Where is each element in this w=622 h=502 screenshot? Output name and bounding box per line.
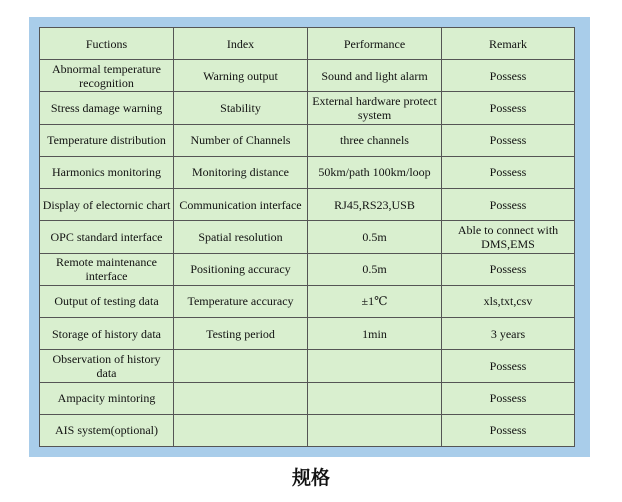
cell-remark: Possess: [442, 350, 575, 382]
spec-table: [39, 27, 575, 447]
cell-remark: Possess: [442, 414, 575, 446]
cell-performance: ±1℃: [308, 285, 442, 317]
caption-title: 规格: [291, 467, 330, 489]
cell-function: OPC standard interface: [40, 221, 174, 253]
cell-performance: External hardware protect system: [308, 92, 442, 124]
cell-remark: Possess: [442, 156, 575, 188]
table-row: [40, 221, 575, 253]
cell-index: Monitoring distance: [174, 156, 308, 188]
spec-table-frame: [29, 17, 590, 457]
table-row: [40, 414, 575, 446]
cell-performance: [308, 382, 442, 414]
cell-index: [174, 414, 308, 446]
cell-remark: xls,txt,csv: [442, 285, 575, 317]
table-row: [40, 382, 575, 414]
cell-function: Stress damage warning: [40, 92, 174, 124]
cell-function: Storage of history data: [40, 318, 174, 350]
cell-performance: 0.5m: [308, 221, 442, 253]
header-performance: Performance: [308, 28, 442, 60]
table-row: [40, 92, 575, 124]
cell-index: [174, 350, 308, 382]
table-header-row: [40, 28, 575, 60]
cell-index: [174, 382, 308, 414]
cell-function: Temperature distribution: [40, 124, 174, 156]
cell-function: Abnormal temperature recognition: [40, 60, 174, 92]
cell-index: Temperature accuracy: [174, 285, 308, 317]
cell-performance: Sound and light alarm: [308, 60, 442, 92]
table-row: [40, 189, 575, 221]
header-index: Index: [174, 28, 308, 60]
cell-performance: 0.5m: [308, 253, 442, 285]
header-remark: Remark: [442, 28, 575, 60]
table-row: [40, 285, 575, 317]
cell-performance: RJ45,RS23,USB: [308, 189, 442, 221]
cell-performance: three channels: [308, 124, 442, 156]
cell-index: Number of Channels: [174, 124, 308, 156]
cell-performance: 1min: [308, 318, 442, 350]
cell-remark: 3 years: [442, 318, 575, 350]
cell-remark: Possess: [442, 382, 575, 414]
cell-remark: Possess: [442, 60, 575, 92]
cell-performance: [308, 350, 442, 382]
cell-function: Observation of history data: [40, 350, 174, 382]
cell-performance: [308, 414, 442, 446]
table-row: [40, 318, 575, 350]
cell-remark: Possess: [442, 92, 575, 124]
table-row: [40, 350, 575, 382]
cell-index: Positioning accuracy: [174, 253, 308, 285]
cell-index: Spatial resolution: [174, 221, 308, 253]
cell-performance: 50km/path 100km/loop: [308, 156, 442, 188]
table-row: [40, 124, 575, 156]
cell-function: AIS system(optional): [40, 414, 174, 446]
cell-function: Display of electornic chart: [40, 189, 174, 221]
cell-index: Communication interface: [174, 189, 308, 221]
table-row: [40, 60, 575, 92]
cell-function: Output of testing data: [40, 285, 174, 317]
header-functions: Fuctions: [40, 28, 174, 60]
cell-remark: Possess: [442, 124, 575, 156]
cell-function: Ampacity mintoring: [40, 382, 174, 414]
cell-remark: Possess: [442, 189, 575, 221]
cell-remark: Able to connect with DMS,EMS: [442, 221, 575, 253]
cell-index: Testing period: [174, 318, 308, 350]
cell-function: Remote maintenance interface: [40, 253, 174, 285]
cell-index: Warning output: [174, 60, 308, 92]
cell-index: Stability: [174, 92, 308, 124]
cell-function: Harmonics monitoring: [40, 156, 174, 188]
table-row: [40, 253, 575, 285]
table-row: [40, 156, 575, 188]
cell-remark: Possess: [442, 253, 575, 285]
